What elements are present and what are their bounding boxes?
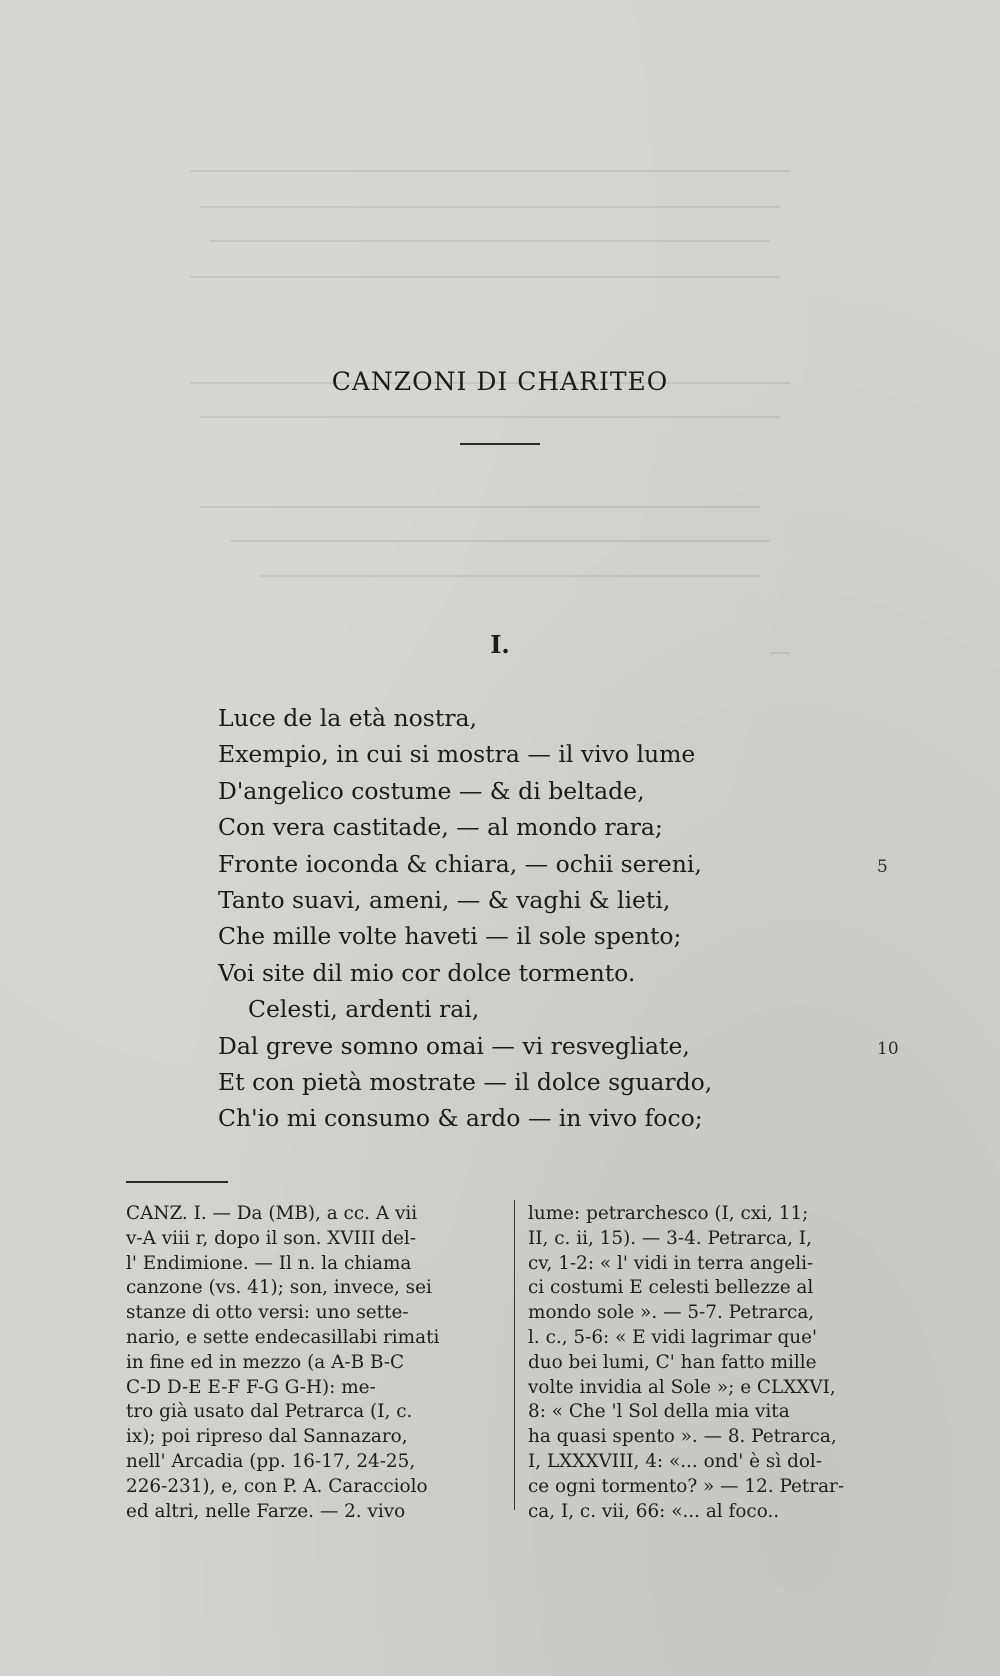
poem-line-text: Celesti, ardenti rai,	[248, 995, 480, 1024]
footnote-line: 226-231), e, con P. A. Caracciolo	[126, 1475, 428, 1497]
footnote-line: nell' Arcadia (pp. 16-17, 24-25,	[126, 1450, 416, 1472]
poem-line	[218, 846, 898, 882]
footnote-line: ce ogni tormento? » — 12. Petrar-	[528, 1475, 845, 1497]
footnote-line: duo bei lumi, C' han fatto mille	[528, 1351, 817, 1373]
footnote-line: ha quasi spento ». — 8. Petrarca,	[528, 1426, 837, 1448]
poem-line	[218, 991, 898, 1027]
poem-line-text: D'angelico costume — & di beltade,	[218, 776, 645, 805]
poem-line-text: Dal greve somno omai — vi resvegliate,	[218, 1031, 690, 1060]
poem-line-text: Ch'io mi consumo & ardo — in vivo foco;	[218, 1104, 703, 1133]
footnote-column-right	[528, 1202, 900, 1524]
poem-line	[218, 955, 898, 991]
footnote-line: l' Endimione. — Il n. la chiama	[126, 1252, 412, 1274]
poem-text	[218, 700, 898, 1137]
poem-line-text: Con vera castitade, — al mondo rara;	[218, 813, 663, 842]
poem-line	[218, 918, 898, 954]
footnote-line: mondo sole ». — 5-7. Petrarca,	[528, 1302, 815, 1324]
poem-line	[218, 1028, 898, 1064]
footnote-line: I, LXXXVIII, 4: «... ond' è sì dol-	[528, 1450, 823, 1472]
footnote-line: II, c. ii, 15). — 3-4. Petrarca, I,	[528, 1227, 812, 1249]
footnote-line: tro già usato dal Petrarca (I, c.	[126, 1401, 413, 1423]
poem-line	[218, 882, 898, 918]
poem-line	[218, 1100, 898, 1136]
footnote-line: ed altri, nelle Farze. — 2. vivo	[126, 1500, 406, 1522]
footnote-line: ca, I, c. vii, 66: «... al foco..	[528, 1500, 780, 1522]
poem-line	[218, 773, 898, 809]
footnote-line: stanze di otto versi: uno sette-	[126, 1302, 409, 1324]
footnote-line: ci costumi E celesti bellezze al	[528, 1277, 814, 1299]
footnote-line: CANZ. I. — Da (MB), a cc. A vii	[126, 1203, 418, 1224]
poem-line	[218, 1064, 898, 1100]
footnote-line: canzone (vs. 41); son, invece, sei	[126, 1277, 432, 1299]
poem-line-text: Che mille volte haveti — il sole spento;	[218, 922, 682, 951]
footnote-line: cv, 1-2: « l' vidi in terra angeli-	[528, 1252, 814, 1274]
footnote-line: lume: petrarchesco (I, cxi, 11;	[528, 1203, 809, 1224]
footnote-rule	[126, 1181, 228, 1183]
poem-line-text: Luce de la età nostra,	[218, 704, 478, 732]
page-title: CANZONI DI CHARITEO	[331, 366, 669, 396]
footnote-column-divider	[514, 1200, 515, 1510]
footnote-line: l. c., 5-6: « E vidi lagrimar que'	[528, 1326, 818, 1348]
poem-line	[218, 736, 898, 772]
footnote-line: in fine ed in mezzo (a A-B B-C	[126, 1351, 405, 1373]
footnote-line: ix); poi ripreso dal Sannazaro,	[126, 1426, 408, 1448]
poem-line	[218, 700, 898, 736]
footnote-line: 8: « Che 'l Sol della mia vita	[528, 1401, 790, 1423]
poem-line-text: Et con pietà mostrate — il dolce sguardo,	[218, 1067, 713, 1096]
poem-line-text: Tanto suavi, ameni, — & vaghi & lieti,	[218, 885, 671, 914]
poem-line-text: Voi site dil mio cor dolce tormento.	[218, 958, 636, 987]
poem-line-text: Fronte ioconda & chiara, — ochii sereni,	[218, 849, 702, 878]
footnote-line: nario, e sette endecasillabi rimati	[126, 1326, 440, 1348]
footnote-line: v-A viii r, dopo il son. XVIII del-	[126, 1227, 417, 1249]
footnote-column-left	[126, 1202, 501, 1524]
line-number: 5	[877, 856, 888, 877]
line-number: 10	[877, 1038, 899, 1059]
section-numeral: I.	[490, 630, 510, 659]
poem-line	[218, 809, 898, 845]
footnote-line: volte invidia al Sole »; e CLXXVI,	[528, 1376, 836, 1398]
title-divider	[460, 443, 540, 445]
poem-line-text: Exempio, in cui si mostra — il vivo lume	[218, 740, 696, 769]
footnote-line: C-D D-E E-F F-G G-H): me-	[126, 1376, 376, 1398]
